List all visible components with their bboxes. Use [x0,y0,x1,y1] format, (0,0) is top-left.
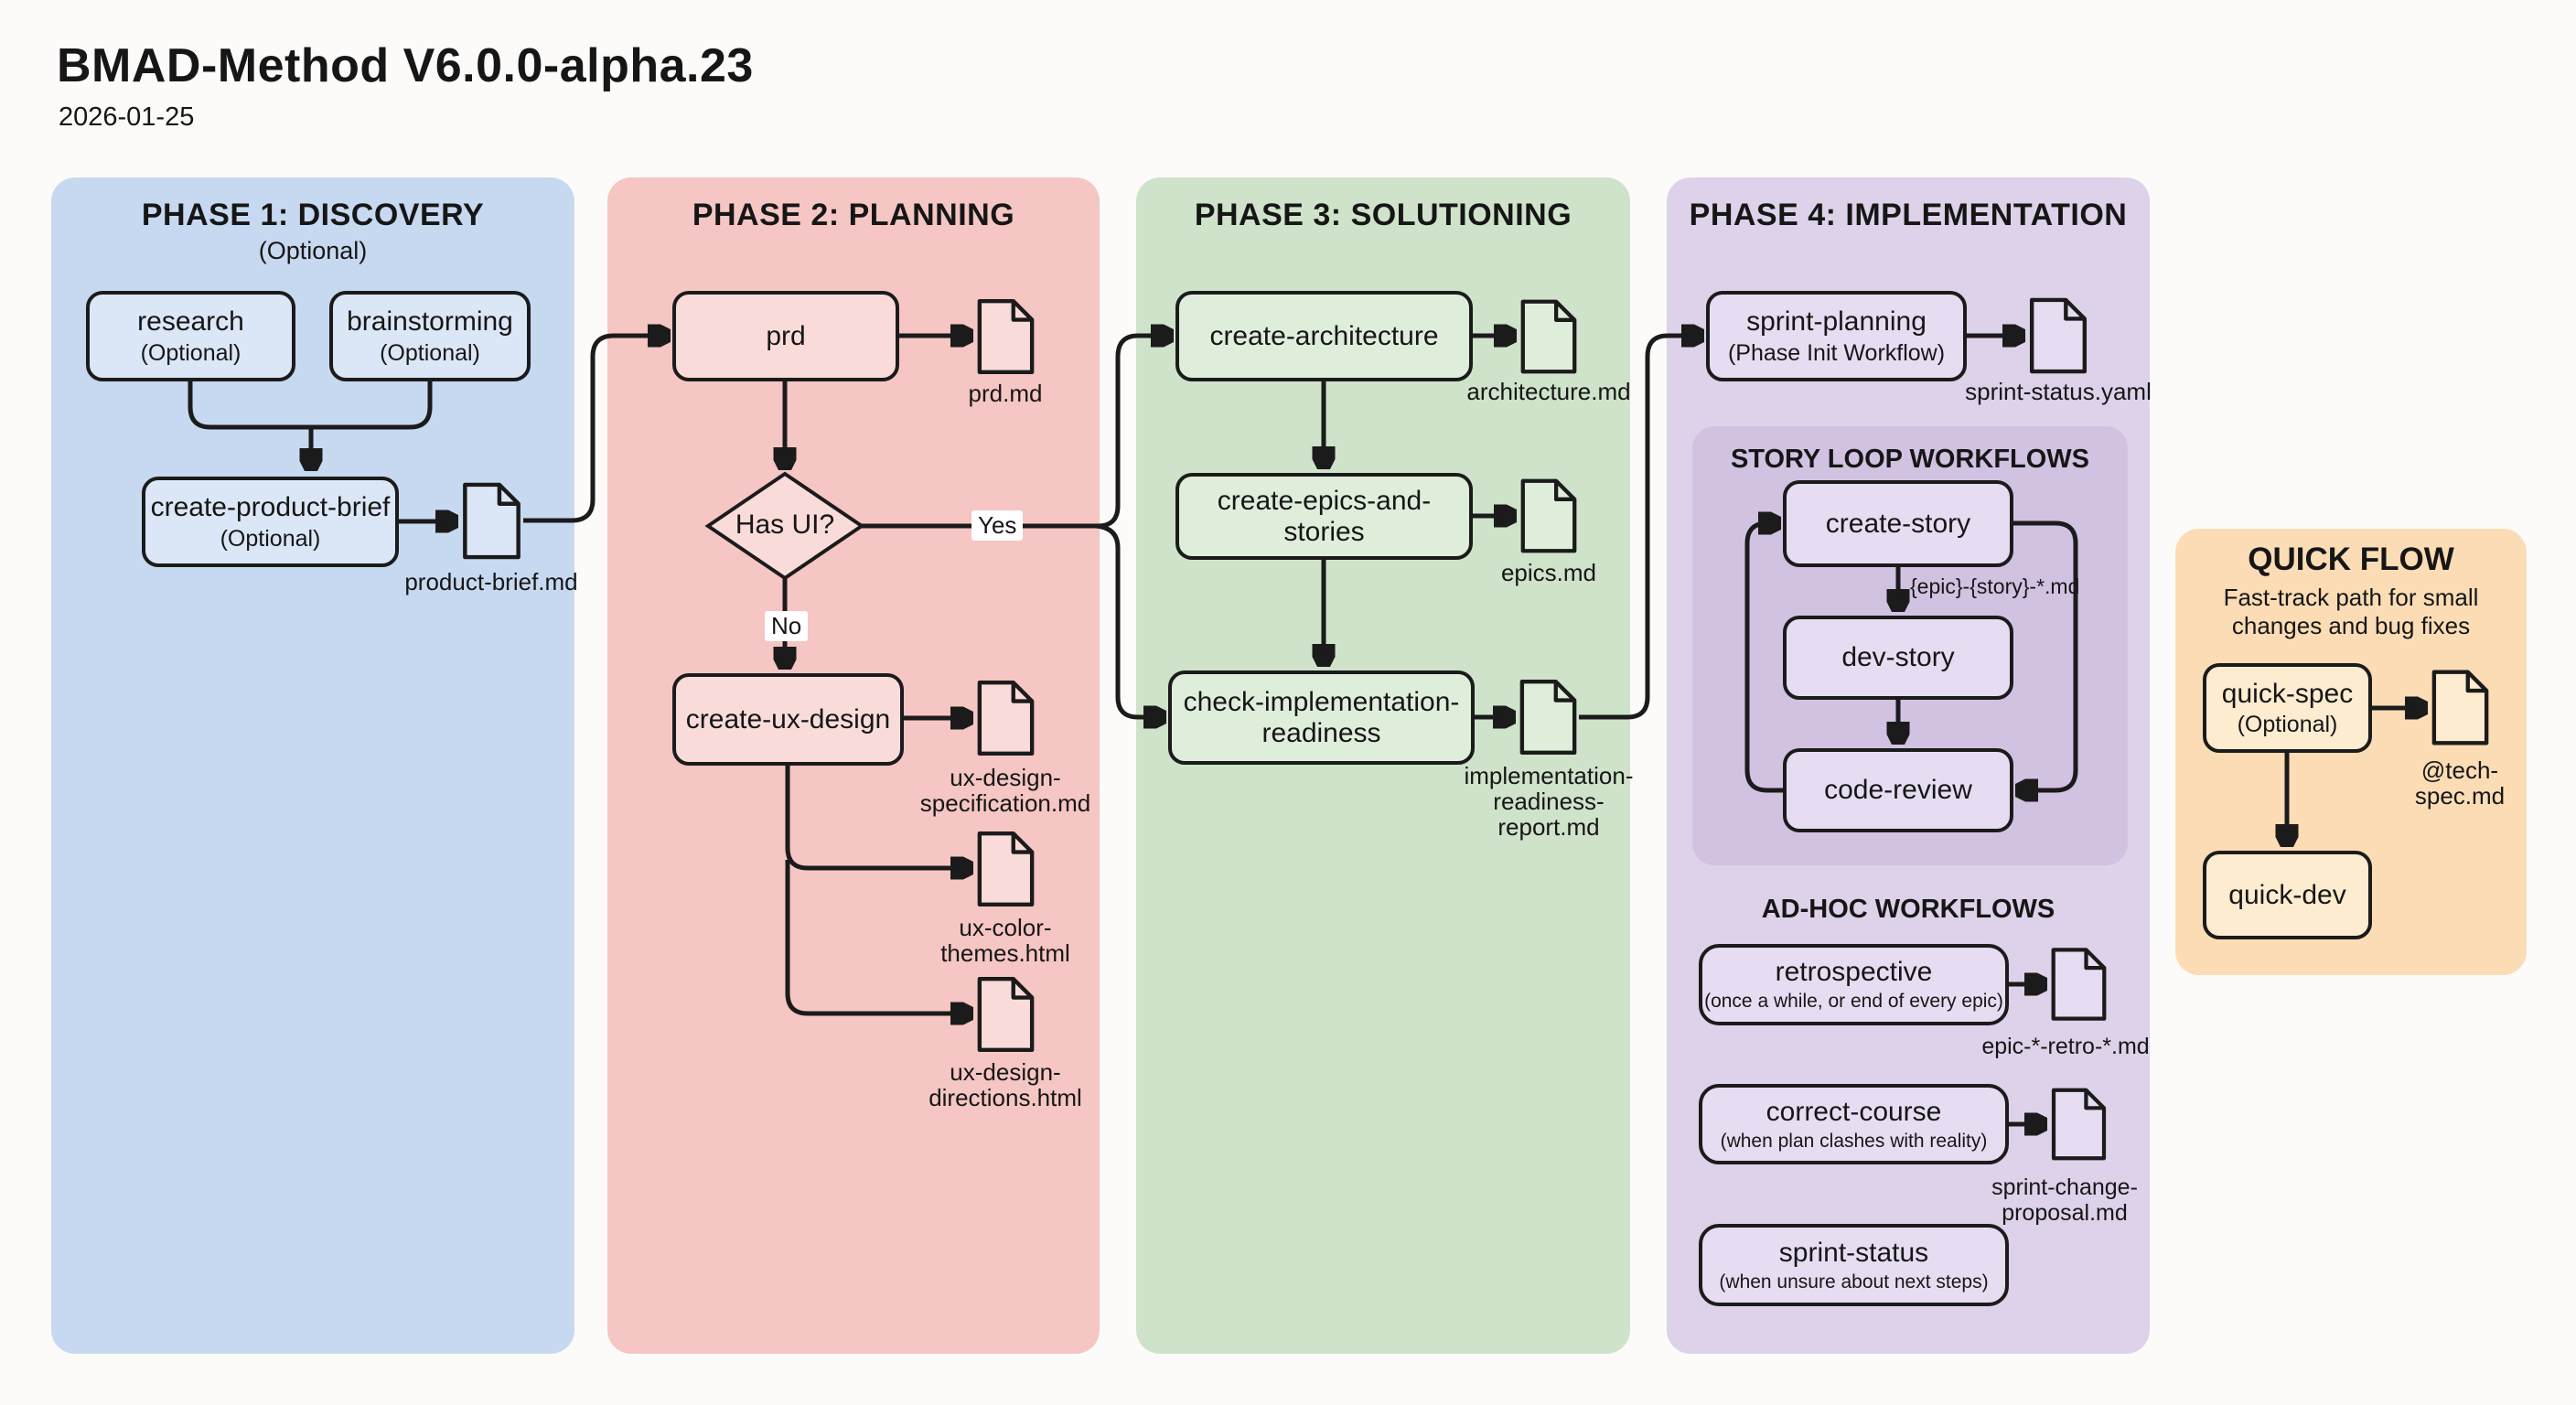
edge-label-no: No [765,611,808,641]
page-date: 2026-01-25 [59,102,195,132]
node-brainstorming-sub: (Optional) [380,339,480,366]
quick-flow-subtitle-1: Fast-track path for small [2223,584,2479,611]
node-code-review [1783,748,2013,832]
quick-flow-header [2175,542,2527,640]
quick-flow-title: QUICK FLOW [2248,542,2454,577]
doc-label-ux-color [859,915,1152,966]
node-create-product-brief [142,477,399,567]
phase-3-title: PHASE 3: SOLUTIONING [1194,198,1572,232]
node-create-ux-design-label: create-ux-design [685,703,891,735]
phase-1-title: PHASE 1: DISCOVERY [141,198,485,232]
node-quick-dev [2203,851,2372,939]
page-title: BMAD-Method V6.0.0-alpha.23 [57,39,754,92]
doc-label-tech-spec [2313,757,2576,809]
doc-label-tech-spec-line2: spec.md [2414,782,2506,810]
doc-label-ux-color-line1: ux-color- [959,914,1052,941]
edge-label-yes: Yes [971,510,1023,541]
doc-label-ux-directions-line1: ux-design- [950,1058,1061,1086]
node-prd-label: prd [766,320,806,351]
doc-label-product-brief: product-brief.md [404,568,578,595]
document-icon [975,830,1036,908]
adhoc-title: AD-HOC WORKFLOWS [1761,895,2055,924]
document-icon [975,297,1036,376]
node-brainstorming [329,291,531,381]
node-dev-story-label: dev-story [1841,642,1955,673]
document-icon [2049,1087,2109,1162]
node-dev-story [1783,616,2013,700]
document-icon [975,679,1036,757]
node-create-story-label: create-story [1825,508,1971,539]
node-research [86,291,295,381]
story-loop-title: STORY LOOP WORKFLOWS [1730,445,2090,474]
decision-has-ui: Has UI? [735,509,835,540]
node-quick-spec [2203,663,2372,753]
node-create-architecture-label: create-architecture [1209,320,1439,351]
node-sprint-status-label: sprint-status [1778,1237,1929,1268]
document-icon [975,975,1036,1054]
node-sprint-planning [1706,291,1967,381]
node-create-epics-label: create-epics-and-stories [1217,485,1432,547]
doc-label-proposal-line2: proposal.md [2002,1200,2128,1226]
node-sprint-status [1699,1224,2009,1306]
doc-label-ux-directions-line2: directions.html [928,1084,1082,1111]
node-create-ux-design [672,673,904,766]
node-create-epics-and-stories [1175,473,1473,560]
phase-4-title: PHASE 4: IMPLEMENTATION [1689,198,2128,232]
node-research-sub: (Optional) [140,339,242,366]
document-icon [460,481,523,561]
node-check-impl-line2: readiness [1261,717,1381,748]
doc-label-sprint-change-proposal [1918,1174,2211,1226]
node-sprint-planning-sub: (Phase Init Workflow) [1727,339,1946,366]
node-create-product-brief-label: create-product-brief [150,492,391,523]
doc-label-report-line1: implementation- [1464,762,1634,789]
edge-label-story-artifact: {epic}-{story}-*.md [1910,574,2080,598]
node-check-implementation-readiness [1168,670,1475,765]
doc-label-implementation-report [1402,763,1695,840]
node-retrospective-label: retrospective [1775,957,1933,988]
doc-label-epic-retro: epic-*-retro-*.md [1981,1034,2150,1059]
phase-2-title: PHASE 2: PLANNING [692,198,1015,232]
node-correct-course-sub: (when plan clashes with reality) [1720,1130,1988,1152]
node-quick-spec-label: quick-spec [2221,678,2354,709]
doc-label-proposal-line1: sprint-change- [1991,1174,2138,1200]
doc-label-tech-spec-line1: @tech- [2420,756,2499,784]
node-research-label: research [137,306,244,338]
doc-label-ux-directions [859,1059,1152,1110]
phase-1-subtitle: (Optional) [258,237,368,264]
node-quick-spec-sub: (Optional) [2237,712,2338,738]
document-icon [1519,297,1579,376]
node-check-impl-line1: check-implementation- [1183,686,1460,717]
document-icon [2430,668,2491,747]
node-create-architecture [1175,291,1473,381]
node-correct-course [1699,1084,2009,1164]
doc-label-ux-spec-line2: specification.md [919,789,1091,817]
quick-flow-subtitle-2: changes and bug fixes [2231,612,2471,639]
node-brainstorming-label: brainstorming [347,306,513,338]
node-prd [672,291,899,381]
doc-label-prd: prd.md [968,380,1043,407]
doc-label-report-line2: readiness- [1493,788,1605,815]
node-create-story [1783,480,2013,567]
node-quick-dev-label: quick-dev [2228,879,2346,910]
doc-label-ux-color-line2: themes.html [940,939,1070,967]
doc-label-ux-spec [859,765,1152,816]
doc-label-sprint-status-yaml: sprint-status.yaml [1965,378,2152,405]
document-icon [2049,946,2109,1023]
node-retrospective-sub: (once a while, or end of every epic) [1704,991,2003,1013]
node-retrospective [1699,944,2009,1025]
document-icon [1519,477,1579,555]
doc-label-ux-spec-line1: ux-design- [950,764,1061,791]
node-code-review-label: code-review [1824,775,1972,806]
node-correct-course-label: correct-course [1766,1096,1942,1127]
node-create-product-brief-sub: (Optional) [220,525,321,552]
doc-label-epics: epics.md [1500,559,1597,586]
document-icon [1518,678,1579,756]
node-sprint-planning-label: sprint-planning [1746,306,1927,338]
doc-label-report-line3: report.md [1497,813,1600,841]
doc-label-architecture: architecture.md [1466,378,1631,405]
node-sprint-status-sub: (when unsure about next steps) [1719,1271,1989,1292]
document-icon [2027,296,2089,375]
